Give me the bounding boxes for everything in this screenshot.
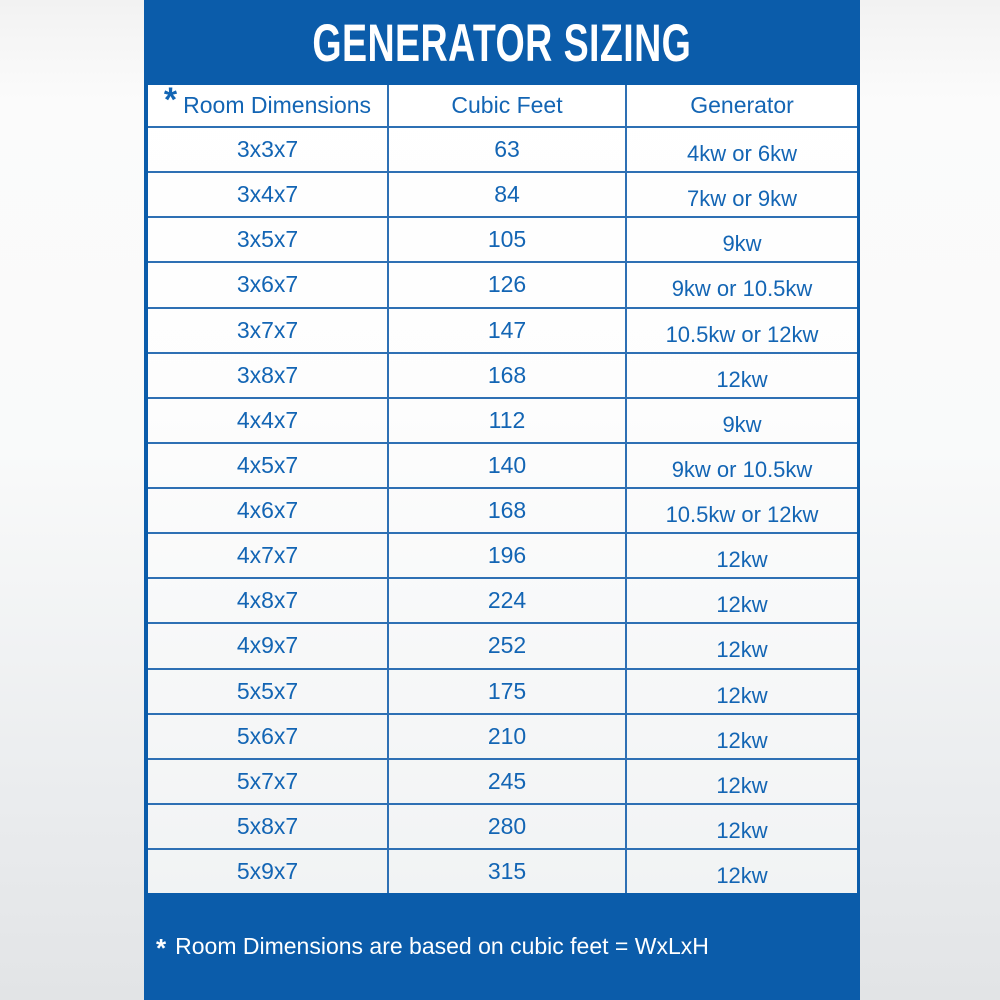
room-dimensions-cell: 3x8x7 [148,354,389,397]
cubic-feet-cell: 112 [389,399,627,442]
cubic-feet-cell: 63 [389,128,627,171]
generator-cell: 4kw or 6kw [686,141,798,167]
room-dimensions-cell: 5x9x7 [148,850,389,893]
cubic-feet-cell: 224 [389,579,627,622]
table-row [148,173,857,218]
cubic-feet-cell: 147 [389,309,627,352]
generator-cell: 12kw [716,817,768,843]
page-title: GENERATOR SIZING [312,12,692,73]
table-row [148,263,857,308]
generator-cell: 10.5kw or 12kw [665,502,819,528]
generator-cell: 12kw [716,682,768,708]
generator-cell: 12kw [716,366,768,392]
table-row [148,218,857,263]
room-dimensions-cell: 5x6x7 [148,715,389,758]
generator-cell: 12kw [716,637,768,663]
cubic-feet-cell: 140 [389,444,627,487]
room-dimensions-cell: 4x9x7 [148,624,389,667]
cubic-feet-cell: 196 [389,534,627,577]
table-header-row [148,85,857,128]
table-row [148,579,857,624]
title-band [144,0,860,85]
generator-cell: 12kw [716,863,768,889]
cubic-feet-cell: 210 [389,715,627,758]
footnote-text: Room Dimensions are based on cubic feet = WxLxH [175,933,709,959]
room-dimensions-cell: 3x5x7 [148,218,389,261]
room-dimensions-cell: 3x3x7 [148,128,389,171]
room-dimensions-cell: 5x7x7 [148,760,389,803]
cubic-feet-cell: 175 [389,670,627,713]
header-room-dimensions-label: Room Dimensions [183,92,372,118]
footnote-band [144,893,860,1000]
asterisk-icon: * [156,933,167,963]
room-dimensions-cell: 3x6x7 [148,263,389,306]
room-dimensions-cell: 4x5x7 [148,444,389,487]
table-row [148,670,857,715]
room-dimensions-cell: 3x4x7 [148,173,389,216]
cubic-feet-cell: 168 [389,489,627,532]
room-dimensions-cell: 4x4x7 [148,399,389,442]
generator-cell: 9kw [722,411,762,437]
generator-cell: 9kw [722,231,762,257]
table-row [148,399,857,444]
table-row [148,715,857,760]
table-row [148,354,857,399]
generator-cell: 9kw or 10.5kw [671,276,813,302]
cubic-feet-cell: 252 [389,624,627,667]
cubic-feet-cell: 280 [389,805,627,848]
room-dimensions-cell: 5x8x7 [148,805,389,848]
room-dimensions-cell: 4x8x7 [148,579,389,622]
room-dimensions-cell: 4x6x7 [148,489,389,532]
generator-cell: 12kw [716,592,768,618]
table-row [148,805,857,850]
cubic-feet-cell: 105 [389,218,627,261]
cubic-feet-cell: 315 [389,850,627,893]
room-dimensions-cell: 4x7x7 [148,534,389,577]
cubic-feet-cell: 84 [389,173,627,216]
room-dimensions-cell: 3x7x7 [148,309,389,352]
table-row [148,128,857,173]
generator-cell: 7kw or 9kw [686,186,798,212]
cubic-feet-cell: 245 [389,760,627,803]
generator-cell: 12kw [716,727,768,753]
generator-sizing-panel [144,0,860,1000]
table-row [148,760,857,805]
table-row [148,534,857,579]
generator-cell: 12kw [716,772,768,798]
generator-cell: 9kw or 10.5kw [671,456,813,482]
table-row [148,309,857,354]
table-row [148,850,857,893]
sizing-table [148,85,857,893]
room-dimensions-cell: 5x5x7 [148,670,389,713]
generator-cell: 10.5kw or 12kw [665,321,819,347]
cubic-feet-cell: 168 [389,354,627,397]
header-generator: Generator [690,92,794,118]
header-cubic-feet: Cubic Feet [389,85,627,126]
cubic-feet-cell: 126 [389,263,627,306]
table-row [148,489,857,534]
generator-cell: 12kw [716,547,768,573]
table-row [148,624,857,669]
table-row [148,444,857,489]
header-room-dimensions: * Room Dimensions [148,85,389,126]
